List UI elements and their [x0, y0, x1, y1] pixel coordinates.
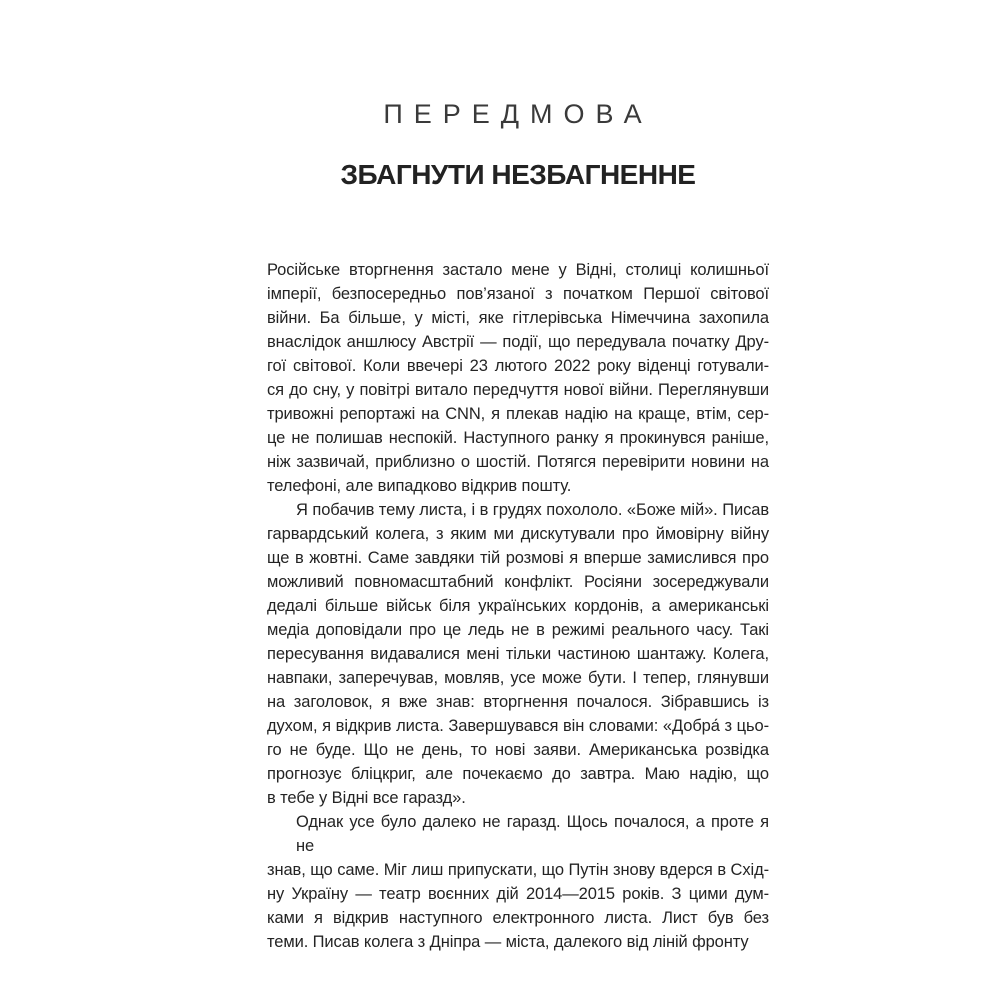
text-line: теми. Писав колега з Дніпра — міста, далекого від ліній фронту [267, 933, 749, 951]
text-line: знав, що саме. Міг лиш припускати, що Путін знову вдерся в Схід- [267, 861, 769, 879]
text-line: ками я відкрив наступного електронного листа. Лист був без [267, 909, 769, 927]
text-line: можливий повномасштабний конфлікт. Росіяни зосереджували [267, 573, 769, 591]
text-line: Я побачив тему листа, і в грудях похололо. «Боже мій». Писав [296, 501, 769, 519]
text-line: дедалі більше військ біля українських кордонів, а американські [267, 597, 769, 615]
text-line: війни. Ба більше, у місті, яке гітлерівська Німеччина захопила [267, 309, 769, 327]
text-line: Однак усе було далеко не гаразд. Щось почалося, а проте я не [296, 813, 769, 855]
text-line: медіа доповідали про це ледь не в режимі реального часу. Такі [267, 621, 769, 639]
text-line: ще в жовтні. Саме завдяки тій розмові я вперше замислився про [267, 549, 769, 567]
text-line: гої світової. Коли ввечері 23 лютого 2022 року віденці готували- [267, 357, 769, 375]
text-line: на заголовок, я вже знав: вторгнення почалося. Зібравшись із [267, 693, 769, 711]
text-line: ся до сну, у повітрі витало передчуття нової війни. Переглянувши [267, 381, 769, 399]
body-text [267, 258, 769, 954]
text-line: в тебе у Відні все гаразд». [267, 789, 466, 807]
text-line: прогнозує бліцкриг, але почекаємо до завтра. Маю надію, що [267, 765, 769, 783]
text-line: імперії, безпосередньо пов’язаної з початком Першої світової [267, 285, 769, 303]
text-line: внаслідок аншлюсу Австрії — події, що передувала початку Дру- [267, 333, 769, 351]
text-line: гарвардський колега, з яким ми дискутували про ймовірну війну [267, 525, 769, 543]
text-line: го не буде. Що не день, то нові заяви. Американська розвідка [267, 741, 769, 759]
text-line: це не полишав неспокій. Наступного ранку я прокинувся раніше, [267, 429, 769, 447]
text-line: телефоні, але випадково відкрив пошту. [267, 477, 572, 495]
text-line: пересування видавалися мені тільки частиною шантажу. Колега, [267, 645, 769, 663]
text-line: тривожні репортажі на CNN, я плекав надію на краще, втім, сер- [267, 405, 769, 423]
text-line: ну Україну — театр воєнних дій 2014—2015 років. З цими дум- [267, 885, 769, 903]
chapter-kicker: ПЕРЕДМОВА [383, 99, 653, 129]
text-line: духом, я відкрив листа. Завершувався він словами: «Добра́ з цьо- [267, 717, 769, 735]
text-line: ніж зазвичай, приблизно о шостій. Потягся перевірити новини на [267, 453, 769, 471]
chapter-title: ЗБАГНУТИ НЕЗБАГНЕННЕ [340, 159, 696, 190]
text-line: Російське вторгнення застало мене у Відні, столиці колишньої [267, 261, 769, 279]
text-line: навпаки, заперечував, мовляв, усе може бути. І тепер, глянувши [267, 669, 769, 687]
